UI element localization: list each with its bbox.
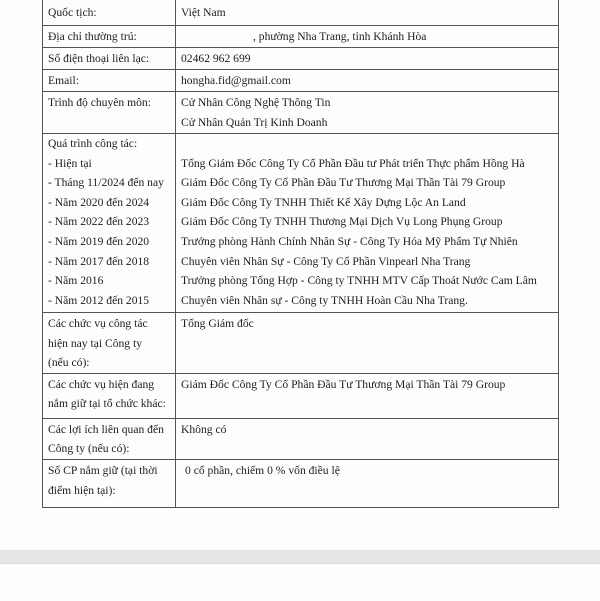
current-position-value-text: Tổng Giám đốc <box>181 317 254 330</box>
work-period: - Năm 2012 đến 2015 <box>48 293 150 307</box>
work-position: Giám Đốc Công Ty TNHH Thương Mại Dịch Vụ Long Phụng Group <box>181 215 503 229</box>
phone-label-text: Số điện thoại liên lạc: <box>48 52 150 65</box>
other-positions-label-line: nắm giữ tại tổ chức khác: <box>48 397 166 411</box>
table-row-email <box>43 70 559 92</box>
work-position: Giám Đốc Công Ty TNHH Thiết Kế Xây Dựng Lộc An Land <box>181 195 466 209</box>
phone-label <box>43 48 176 70</box>
nationality-label <box>43 0 176 26</box>
table-row-work-history <box>43 134 559 313</box>
shares-value <box>176 459 559 507</box>
email-label-text: Email: <box>48 74 79 87</box>
email-value-text: hongha.fid@gmail.com <box>181 74 291 87</box>
shares-value-text: 0 cổ phần, chiếm 0 % vốn điều lệ <box>185 463 340 477</box>
table-row-other-positions <box>43 373 559 418</box>
table-row-education <box>43 92 559 134</box>
work-period: - Năm 2019 đến 2020 <box>48 234 150 248</box>
shares-label-line: Số CP nắm giữ (tại thời <box>48 463 158 477</box>
work-period: - Năm 2020 đến 2024 <box>48 195 150 209</box>
work-history-value <box>176 134 559 313</box>
work-position: Tổng Giám Đốc Công Ty Cổ Phần Đầu tư Phát triển Thực phẩm Hồng Hà <box>181 156 525 170</box>
current-position-label-line: Các chức vụ công tác <box>48 317 148 330</box>
work-history-label <box>43 134 176 313</box>
table-row-address <box>43 26 559 48</box>
work-period: - Năm 2017 đến 2018 <box>48 254 150 268</box>
current-position-label-line: hiện nay tại Công ty <box>48 336 143 350</box>
education-item: Cử Nhân Công Nghệ Thông Tin <box>181 96 331 109</box>
education-item: Cử Nhân Quản Trị Kinh Doanh <box>181 115 328 129</box>
address-label-text: Địa chỉ thường trú: <box>48 30 137 43</box>
work-period: - Năm 2016 <box>48 274 104 288</box>
table-row-related-interests <box>43 418 559 459</box>
education-label-text: Trình độ chuyên môn: <box>48 96 151 109</box>
table-row-phone <box>43 48 559 70</box>
phone-value-text: 02462 962 699 <box>181 52 251 65</box>
current-position-label-line: (nếu có): <box>48 356 90 370</box>
email-value <box>176 70 559 92</box>
related-interests-label <box>43 418 176 459</box>
other-positions-label-line: Các chức vụ hiện đang <box>48 377 155 391</box>
education-label <box>43 92 176 134</box>
shares-label-line: điểm hiện tại): <box>48 483 116 497</box>
personal-info-table <box>42 0 559 508</box>
other-positions-value-text: Giám Đốc Công Ty Cổ Phần Đầu Tư Thương Mại Thần Tài 79 Group <box>181 377 506 391</box>
work-period: - Tháng 11/2024 đến nay <box>48 176 164 190</box>
address-label <box>43 26 176 48</box>
work-position: Chuyên viên Nhân Sự - Công Ty Cổ Phần Vinpearl Nha Trang <box>181 254 471 268</box>
email-label <box>43 70 176 92</box>
work-period: - Năm 2022 đến 2023 <box>48 215 150 229</box>
page-gap <box>0 550 600 563</box>
current-position-value <box>176 313 559 374</box>
table-row-shares <box>43 459 559 507</box>
nationality-value-text: Việt Nam <box>181 6 226 20</box>
address-value <box>176 26 559 48</box>
work-position: Trưởng phòng Tổng Hợp - Công ty TNHH MTV Cấp Thoát Nước Cam Lâm <box>181 274 537 288</box>
related-interests-label-line: Các lợi ích liên quan đến <box>48 422 164 436</box>
work-position: Giám Đốc Công Ty Cổ Phần Đầu Tư Thương Mại Thần Tài 79 Group <box>181 176 506 190</box>
nationality-value <box>176 0 559 26</box>
other-positions-label <box>43 373 176 418</box>
address-value-text: , phường Nha Trang, tỉnh Khánh Hòa <box>253 30 427 43</box>
work-history-label-text: Quá trình công tác: <box>48 137 138 150</box>
next-page <box>0 563 600 601</box>
work-period: - Hiện tại <box>48 156 92 170</box>
table-row-current-position <box>43 313 559 374</box>
other-positions-value <box>176 373 559 418</box>
table-row-nationality <box>43 0 559 26</box>
related-interests-value <box>176 418 559 459</box>
nationality-label-text: Quốc tịch: <box>48 6 97 20</box>
related-interests-value-text: Không có <box>181 422 227 436</box>
education-value <box>176 92 559 134</box>
work-position: Chuyên viên Nhân sự - Công ty TNHH Hoàn Cầu Nha Trang. <box>181 293 468 307</box>
work-history-spacer <box>181 134 554 154</box>
current-position-label <box>43 313 176 374</box>
shares-label <box>43 459 176 507</box>
related-interests-label-line: Công ty (nếu có): <box>48 442 130 456</box>
phone-value <box>176 48 559 70</box>
work-position: Trưởng phòng Hành Chính Nhân Sự - Công Ty Hóa Mỹ Phẩm Tự Nhiên <box>181 234 518 248</box>
